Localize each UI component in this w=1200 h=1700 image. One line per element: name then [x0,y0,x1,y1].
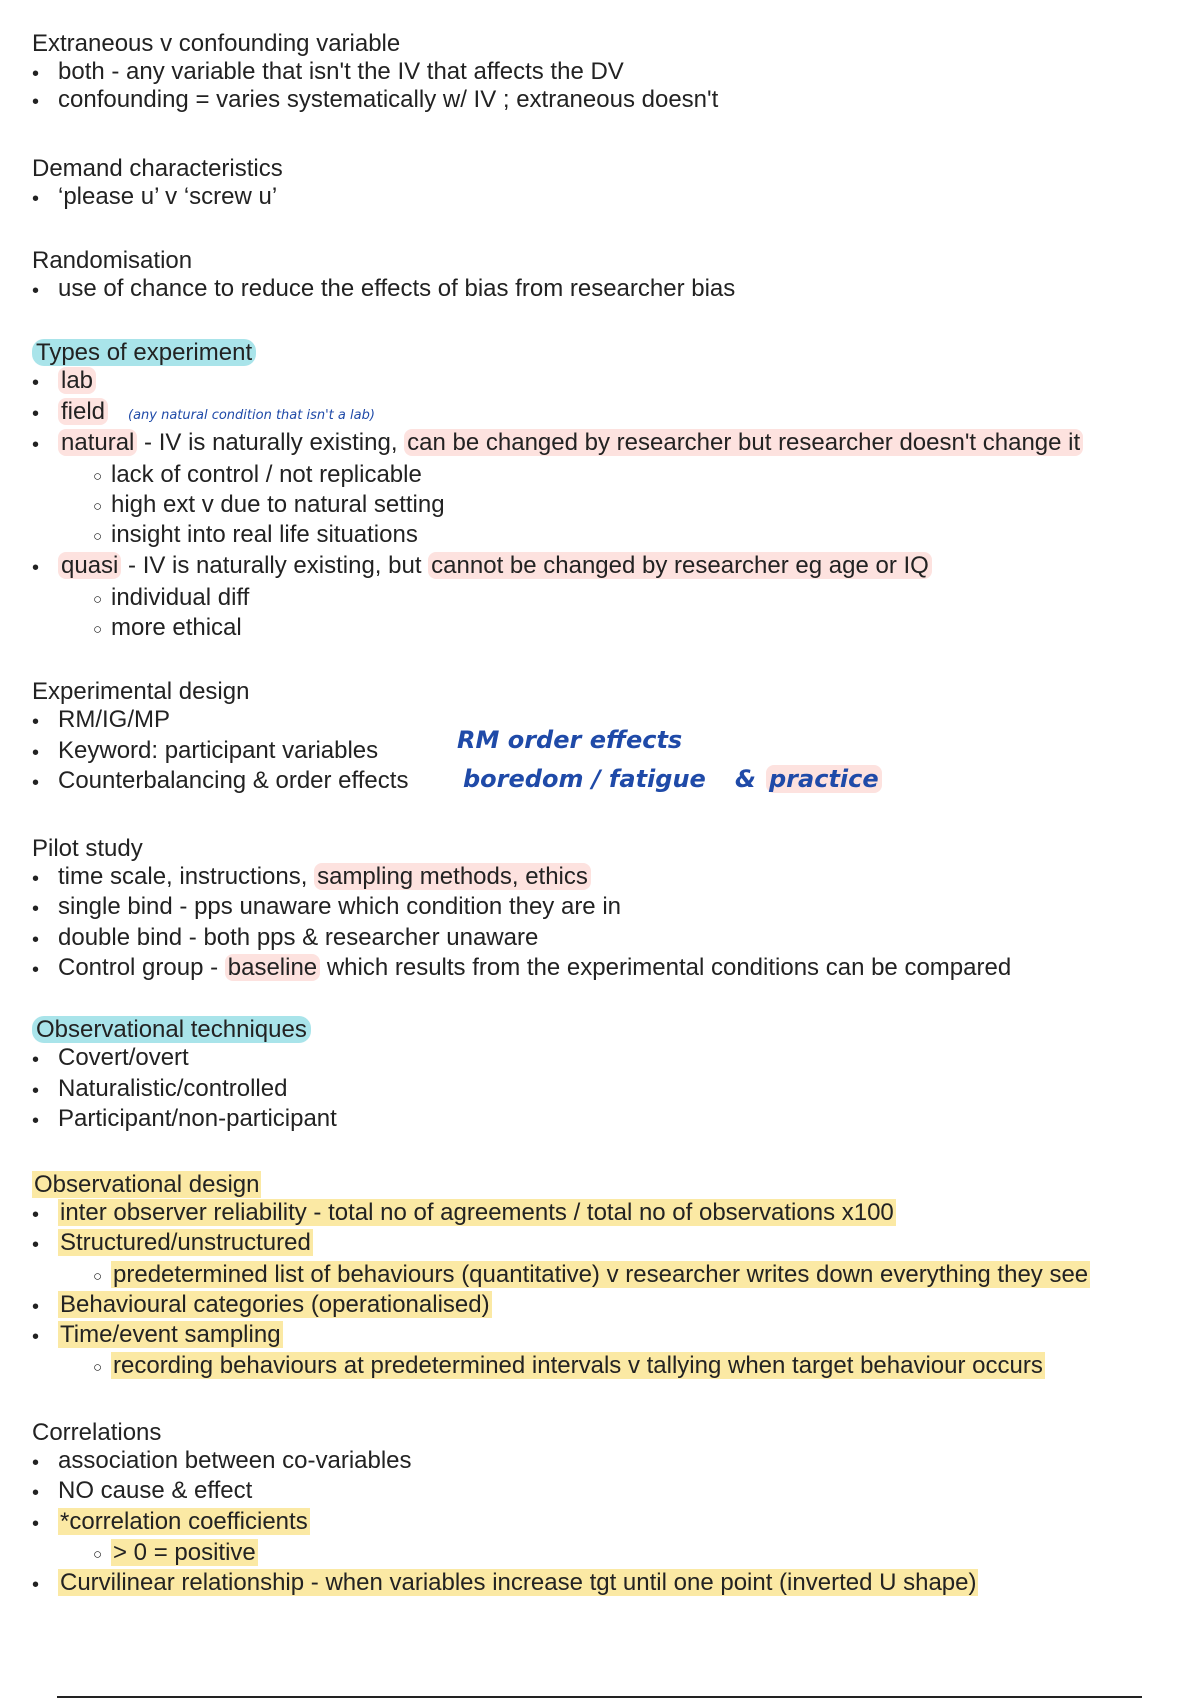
sub-list-item [111,1261,1090,1289]
sub-list-item: individual diff [111,584,250,611]
bullet: • [32,557,40,579]
sub-bullet: ○ [93,1268,103,1285]
text-highlight: Structured/unstructured [60,1229,311,1256]
bullet: • [32,403,40,425]
bullet: • [32,1574,40,1596]
list-item: RM/IG/MP [58,706,170,733]
bullet: • [32,280,40,302]
bullet: • [32,372,40,394]
term-highlight: lab [58,367,96,394]
list-item-lab [58,367,96,395]
list-item: Counterbalancing & order effects [58,767,409,794]
bullet: • [32,929,40,951]
list-item: association between co-variables [58,1447,412,1474]
list-item-natural [58,429,1083,457]
bullet: • [32,63,40,85]
bullet: • [32,742,40,764]
text-highlight: baseline [225,954,320,981]
sub-list-item: insight into real life situations [111,521,418,548]
heading-experimental-design: Experimental design [32,678,250,705]
bullet: • [32,868,40,890]
list-item [58,1569,978,1597]
heading-highlight: Types of experiment [32,339,256,366]
bullet: • [32,1080,40,1102]
handwritten-highlight: practice [766,765,882,793]
bullet: • [32,1296,40,1318]
list-item: ‘please u’ v ‘screw u’ [58,183,278,210]
handwritten-rm-order-effects: RM order effects [457,726,683,754]
bottom-divider [57,1696,1142,1698]
bullet: • [32,711,40,733]
bullet: • [32,959,40,981]
sub-list-item [111,1352,1045,1380]
text-highlight: Curvilinear relationship - when variables increase tgt until one point (inverted U shape) [60,1569,977,1596]
sub-bullet: ○ [93,468,103,485]
list-item: use of chance to reduce the effects of bias from researcher bias [58,275,736,302]
bullet: • [32,1234,40,1256]
text-highlight: Time/event sampling [60,1321,281,1348]
list-item [58,1229,313,1257]
bullet: • [32,772,40,794]
list-item: NO cause & effect [58,1477,253,1504]
text-highlight: > 0 = positive [113,1539,256,1566]
heading-highlight: Observational design [34,1171,260,1198]
list-item: single bind - pps unaware which condition they are in [58,893,622,920]
sub-list-item: lack of control / not replicable [111,461,422,488]
bullet: • [32,188,40,210]
sub-list-item: more ethical [111,614,242,641]
text-highlight: inter observer reliability - total no of agreements / total no of observations x100 [60,1199,894,1226]
list-item-field [58,398,108,426]
list-item [58,1321,283,1349]
heading-types-of-experiment [32,339,256,367]
bullet: • [32,1326,40,1348]
list-item: both - any variable that isn't the IV that affects the DV [58,58,624,85]
text: Control group - [58,954,225,981]
sub-bullet: ○ [93,591,103,608]
bullet: • [32,434,40,456]
text-highlight: cannot be changed by researcher eg age or IQ [428,552,932,579]
heading-observational-techniques [32,1016,311,1044]
term-highlight: quasi [58,552,121,579]
bullet: • [32,1110,40,1132]
text-highlight: predetermined list of behaviours (quantitative) v researcher writes down everything they see [113,1261,1089,1288]
text-highlight: can be changed by researcher but researcher doesn't change it [404,429,1083,456]
heading-observational-design [32,1171,261,1199]
term-highlight: field [58,398,108,425]
heading-demand: Demand characteristics [32,155,283,182]
list-item [58,1199,896,1227]
text: time scale, instructions, [58,863,315,890]
handwritten-boredom-fatigue: boredom / fatigue [463,765,706,793]
sub-bullet: ○ [93,1546,103,1563]
list-item [58,1291,492,1319]
text-highlight: recording behaviours at predetermined intervals v tallying when target behaviour occurs [113,1352,1043,1379]
heading-highlight: Observational techniques [32,1016,311,1043]
bullet: • [32,1452,40,1474]
list-item: Naturalistic/controlled [58,1075,288,1102]
heading-extraneous: Extraneous v confounding variable [32,30,401,57]
text: - IV is naturally existing, but [121,552,429,579]
list-item: double bind - both pps & researcher unaware [58,924,539,951]
list-item [58,1508,310,1536]
sub-list-item: high ext v due to natural setting [111,491,445,518]
list-item: confounding = varies systematically w/ IV ; extraneous doesn't [58,86,719,113]
list-item [58,954,1011,982]
sub-bullet: ○ [93,498,103,515]
heading-randomisation: Randomisation [32,247,193,274]
text-highlight: Behavioural categories (operationalised) [60,1291,490,1318]
list-item: Participant/non-participant [58,1105,337,1132]
bullet: • [32,1482,40,1504]
handwritten-practice [766,765,882,793]
list-item: Keyword: participant variables [58,737,379,764]
sub-bullet: ○ [93,621,103,638]
list-item [58,863,591,891]
heading-correlations: Correlations [32,1419,162,1446]
heading-pilot-study: Pilot study [32,835,143,862]
sub-bullet: ○ [93,528,103,545]
bullet: • [32,91,40,113]
list-item: Covert/overt [58,1044,189,1071]
sub-list-item [111,1539,258,1567]
handwritten-field-note: (any natural condition that isn't a lab) [128,408,375,423]
bullet: • [32,898,40,920]
text-highlight: sampling methods, ethics [314,863,591,890]
term-highlight: natural [58,429,137,456]
bullet: • [32,1204,40,1226]
list-item-quasi [58,552,932,580]
text: which results from the experimental conditions can be compared [320,954,1012,981]
bullet: • [32,1513,40,1535]
text-highlight: *correlation coefficients [60,1508,308,1535]
handwritten-ampersand: & [735,765,756,793]
text: - IV is naturally existing, [137,429,405,456]
bullet: • [32,1049,40,1071]
sub-bullet: ○ [93,1359,103,1376]
